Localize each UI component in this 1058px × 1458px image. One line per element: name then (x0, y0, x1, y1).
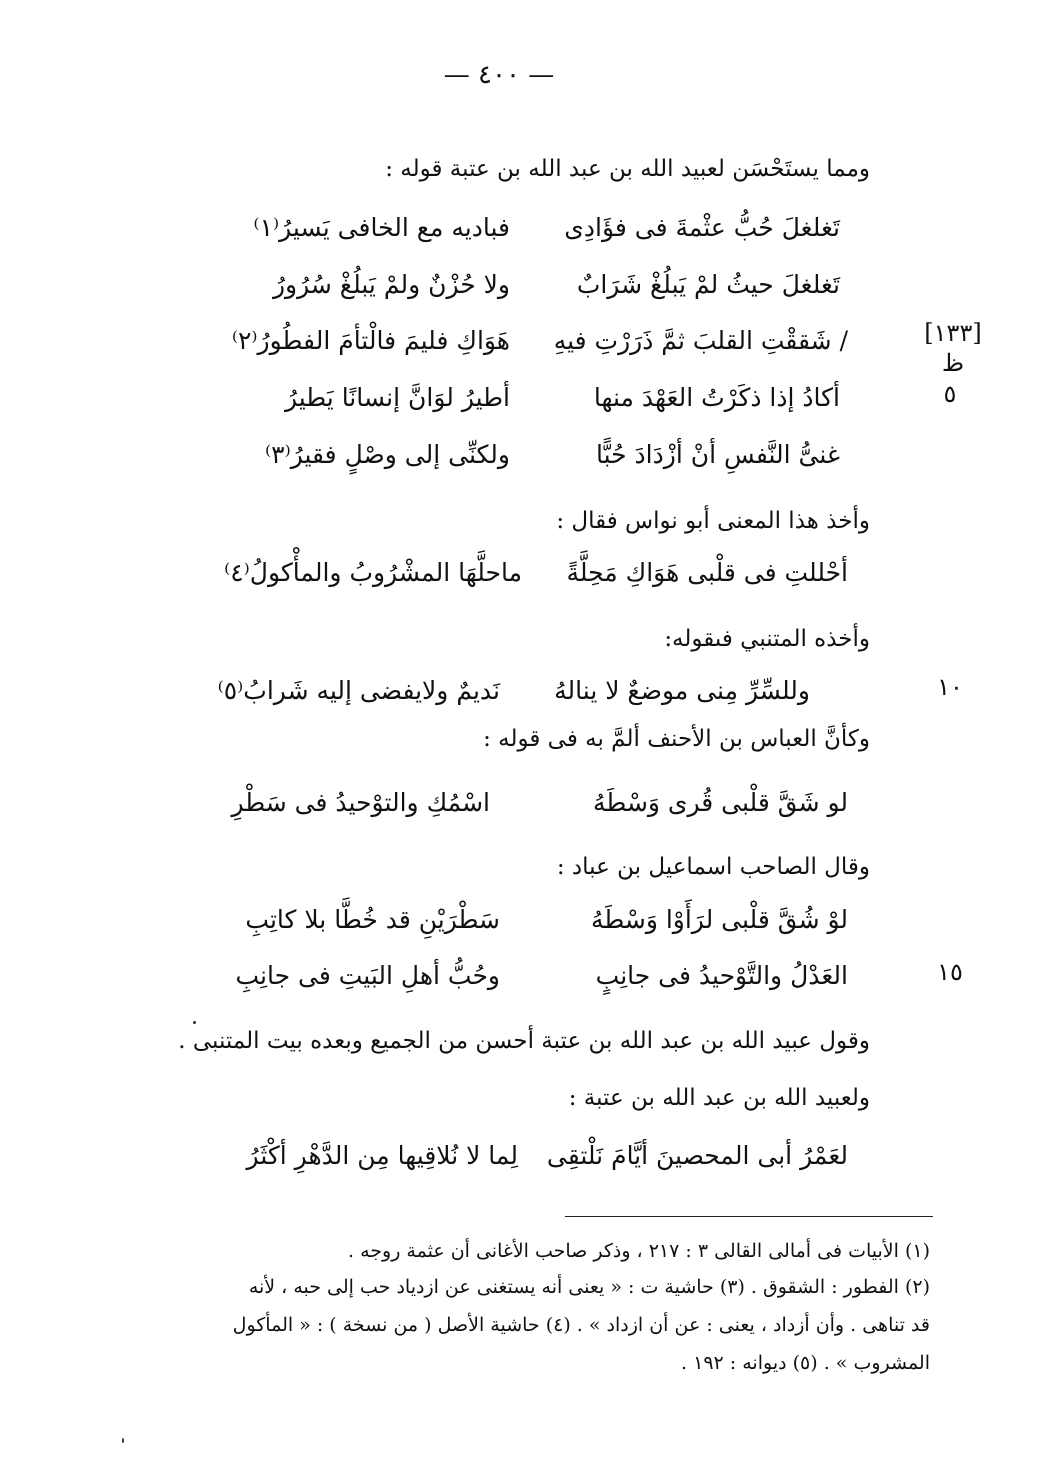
prose-comparison: وقول عبيد الله بن عبد الله بن عتبة أحسن من الجميع وبعده بيت المتنبى . (178, 1028, 870, 1054)
verse-6-hemistich-b: ماحلَّهَا المشْرُوبُ والمأْكولُ⁽٤⁾ (224, 558, 522, 587)
prose-abbas: وكأنَّ العباس بن الأحنف ألمَّ به فى قوله : (483, 726, 870, 752)
verse-2-hemistich-a: تَغلغلَ حيثُ لمْ يَبلُغْ شَرَابٌ (576, 270, 840, 299)
verse-6-hemistich-a: أحْللتِ فى قلْبى هَوَاكِ مَحِلَّةً (566, 558, 848, 587)
verse-8-hemistich-a: لو شَقَّ قلْبى قُرى وَسْطَهُ (593, 788, 848, 817)
prose-ubaydallah: ولعبيد الله بن عبد الله بن عتبة : (568, 1085, 870, 1111)
footnote-separator (565, 1216, 933, 1217)
footnote-4-5: المشروب » . (٥) ديوانه : ١٩٢ . (681, 1352, 930, 1374)
margin-folio-number: [١٣٣] (924, 319, 982, 347)
verse-10-hemistich-a: العَدْلُ والتَّوْحيدُ فى جانِبٍ (595, 961, 848, 990)
prose-abu-nuwas: وأخذ هذا المعنى أبو نواس فقال : (556, 508, 870, 534)
verse-10-hemistich-b: وحُبُّ أهلِ البَيتِ فى جانِبِ (235, 961, 500, 990)
margin-folio-letter: ظ (941, 349, 965, 377)
verse-9-hemistich-a: لوْ شُقَّ قلْبى لرَأَوْا وَسْطَهُ (590, 905, 848, 934)
verse-5-hemistich-a: غنىُّ النَّفسِ أنْ أزْدَادَ حُبًّا (595, 440, 840, 469)
footnote-1: (١) الأبيات فى أمالى القالى ٣ : ٢١٧ ، وذكر صاحب الأغانى أن عثمة روجه . (348, 1240, 930, 1262)
prose-sahib: وقال الصاحب اسماعيل بن عباد : (556, 854, 870, 880)
footnote-2-3: (٢) الفطور : الشقوق . (٣) حاشية ت : « يعنى أنه يستغنى عن ازدياد حب إلى حبه ، لأنه (248, 1276, 930, 1298)
verse-11-hemistich-b: لِما لا نُلاقِيها مِن الدَّهْرِ أكْثَرُ (246, 1141, 518, 1170)
verse-1-hemistich-b: فباديه مع الخافى يَسيرُ⁽١⁾ (253, 213, 510, 242)
verse-7-hemistich-b: نَديمٌ ولايفضى إليه شَرابُ⁽٥⁾ (217, 676, 500, 705)
verse-11-hemistich-a: لعَمْرُ أبى المحصينَ أيَّامَ نَلْتقِى (546, 1141, 848, 1170)
page-number: — ٤٠٠ — (443, 60, 555, 90)
footnote-3-4: قد تناهى . وأن أزداد ، يعنى : عن أن ازداد » . (٤) حاشية الأصل ( من نسخة ) : « المأكول (232, 1314, 930, 1336)
line-number-10: ١٠ (937, 673, 963, 701)
prose-intro: ومما يستَحْسَن لعبيد الله بن عبد الله بن عتبة قوله : (385, 156, 870, 182)
verse-4-hemistich-a: أكادُ إذا ذكَرْتُ العَهْدَ منها (593, 383, 840, 412)
prose-mutanabbi: وأخذه المتنبي فىقوله: (664, 626, 870, 652)
verse-5-hemistich-b: ولكنِّى إلى وصْلٍ فقيرُ⁽٣⁾ (264, 440, 510, 469)
line-number-15: ١٥ (937, 958, 963, 986)
verse-3-hemistich-a: / شَققْتِ القلبَ ثمَّ ذَرَرْتِ فيهِ (553, 326, 848, 355)
verse-8-hemistich-b: اسْمُكِ والتوْحيدُ فى سَطْرِ (231, 788, 490, 817)
line-number-5: ٥ (943, 380, 957, 408)
verse-9-hemistich-b: سَطْرَيْنِ قد خُطَّا بلا كاتِبِ (245, 905, 500, 934)
ink-speck (122, 1438, 124, 1443)
verse-1-hemistich-a: تَغلغلَ حُبُّ عثْمةَ فى فؤَادِى (564, 213, 840, 242)
margin-folio-ref (918, 318, 988, 378)
verse-4-hemistich-b: أطيرُ لوَانَّ إنسانًا يَطيرُ (284, 383, 510, 412)
verse-7-hemistich-a: وللسِّرِّ مِنى موضعٌ لا ينالهُ (554, 676, 810, 705)
verse-2-hemistich-b: ولا حُزْنٌ ولمْ يَبلُغْ سُرُورُ (272, 270, 510, 299)
verse-3-hemistich-b: هَوَاكِ فليمَ فالْتأمَ الفطُورُ⁽٢⁾ (231, 326, 510, 355)
